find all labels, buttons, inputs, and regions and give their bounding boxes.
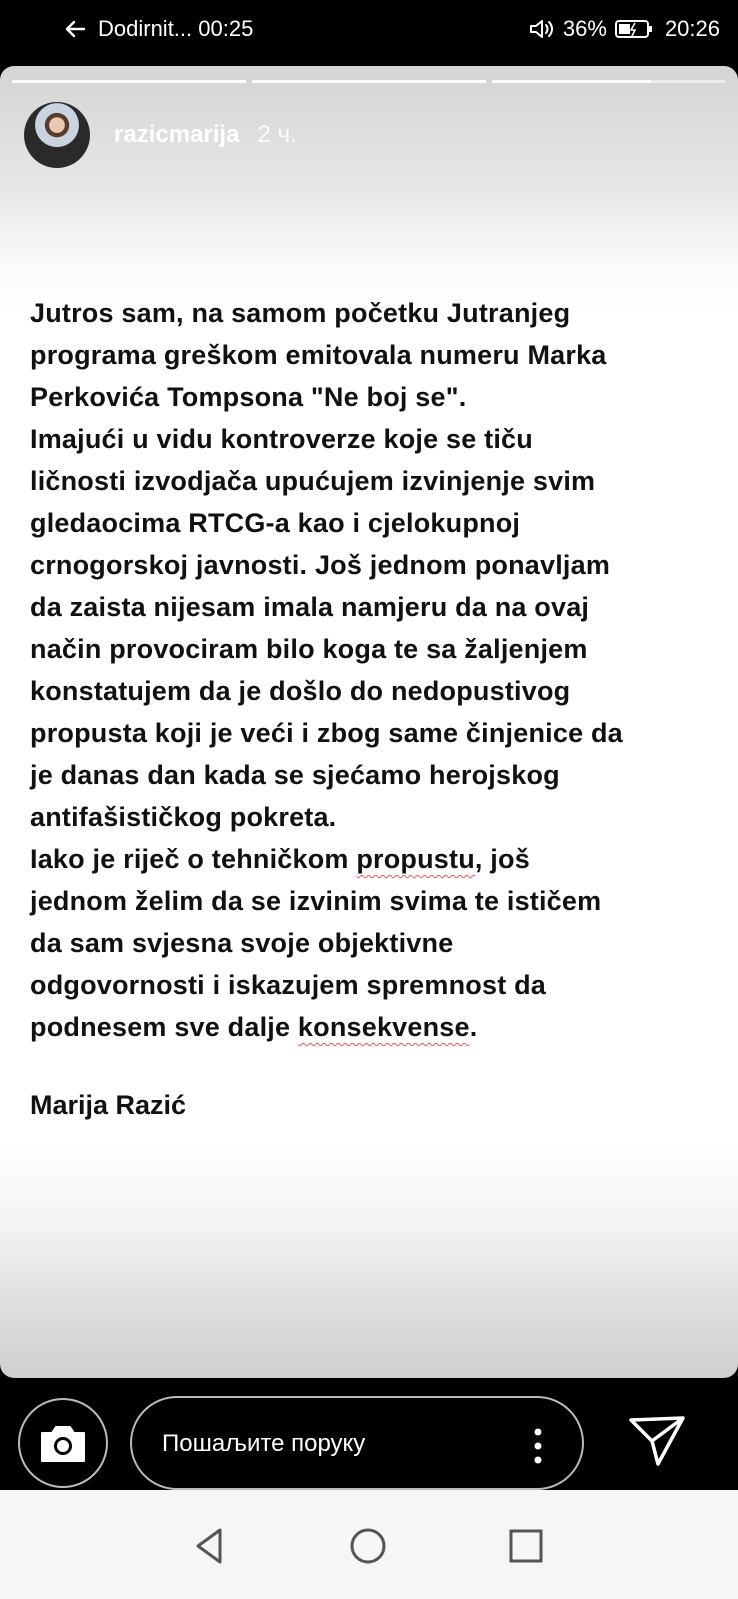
- avatar[interactable]: [24, 102, 90, 168]
- send-icon[interactable]: [628, 1414, 686, 1468]
- text-line: Imajući u vidu kontroverze koje se tiču: [30, 424, 533, 454]
- progress-fill: [12, 80, 246, 83]
- status-indicators: [529, 16, 720, 42]
- volume-icon: [529, 18, 555, 40]
- system-nav-bar: [0, 1490, 738, 1599]
- text-line: je danas dan kada se sjećamo herojskog: [30, 760, 560, 790]
- text-line: Perkovića Tompsona "Ne boj se".: [30, 382, 467, 412]
- story-progress: [12, 80, 726, 83]
- reply-bar: [0, 1378, 738, 1490]
- arrow-left-icon[interactable]: [64, 18, 86, 40]
- username[interactable]: razicmarija: [114, 121, 240, 148]
- battery-percent: 36%: [562, 16, 607, 41]
- text-line: ličnosti izvodjača upućujem izvinjenje svim: [30, 466, 596, 496]
- camera-icon: [38, 1421, 88, 1465]
- camera-button[interactable]: [18, 1398, 108, 1488]
- text-segment: .: [469, 1012, 478, 1042]
- text-line: da zaista nijesam imala namjeru da na ovaj: [30, 592, 590, 622]
- clock: 20:26: [664, 16, 720, 41]
- triangle-back-icon[interactable]: [190, 1526, 230, 1566]
- progress-segment: [252, 80, 486, 83]
- text-line: crnogorskoj javnosti. Još jednom ponavljam: [30, 550, 611, 580]
- story-view[interactable]: [0, 66, 738, 1378]
- square-recent-icon[interactable]: [506, 1526, 546, 1566]
- text-line: jednom želim da se izvinim svima te ističem: [30, 886, 602, 916]
- text-segment: podnesem sve dalje: [30, 1012, 298, 1042]
- text-segment: , još: [474, 844, 530, 874]
- progress-segment: [492, 80, 726, 83]
- circle-home-icon[interactable]: [348, 1526, 388, 1566]
- post-time: 2 ч.: [257, 121, 297, 148]
- message-placeholder: Пошаљите поруку: [162, 1430, 366, 1457]
- text-line: da sam svjesna svoje objektivne: [30, 928, 454, 958]
- text-segment: Iako je riječ o tehničkom: [30, 844, 357, 874]
- text-line: [30, 1006, 720, 1048]
- signature: Marija Razić: [30, 1090, 187, 1120]
- progress-fill: [492, 80, 651, 83]
- text-line: konstatujem da je došlo do nedopustivog: [30, 676, 571, 706]
- text-line: odgovornosti i iskazujem spremnost da: [30, 970, 546, 1000]
- message-input[interactable]: [130, 1396, 584, 1490]
- status-app-label: Dodirnit... 00:25: [98, 16, 254, 41]
- spellcheck-word: konsekvense: [297, 1012, 470, 1042]
- text-line: programa greškom emitovala numeru Marka: [30, 340, 607, 370]
- text-line: [30, 838, 720, 880]
- more-vertical-icon[interactable]: [534, 1428, 542, 1464]
- story-text: [30, 292, 720, 1048]
- status-bar: [0, 0, 738, 62]
- story-header: [24, 102, 297, 168]
- progress-segment: [12, 80, 246, 83]
- text-line: antifašističkog pokreta.: [30, 802, 337, 832]
- text-line: način provociram bilo koga te sa žaljenjem: [30, 634, 588, 664]
- text-line: propusta koji je veći i zbog same činjenice da: [30, 718, 623, 748]
- text-line: Jutros sam, na samom početku Jutranjeg: [30, 298, 571, 328]
- progress-fill: [252, 80, 486, 83]
- battery-icon: [615, 19, 653, 39]
- text-line: gledaocima RTCG-a kao i cjelokupnoj: [30, 508, 521, 538]
- spellcheck-word: propustu: [356, 844, 475, 874]
